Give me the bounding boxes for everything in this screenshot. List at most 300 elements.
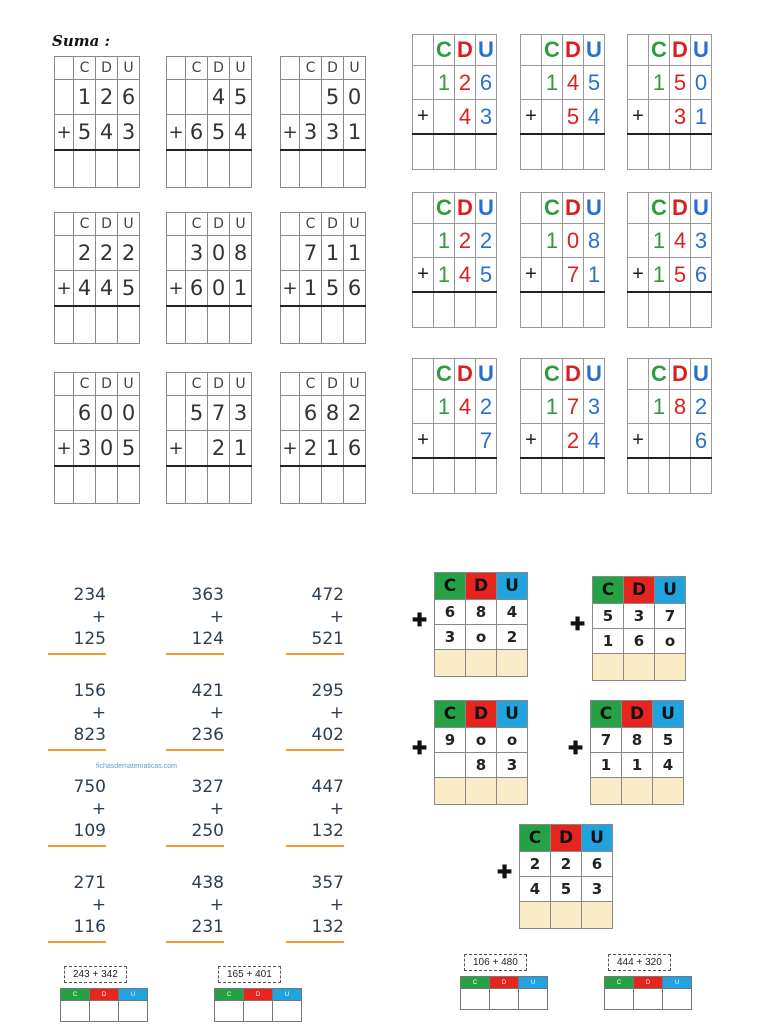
grid-header-row xyxy=(413,35,497,66)
colored-addition-grid xyxy=(520,34,605,170)
digit-cell: 0 xyxy=(563,224,584,258)
answer-cell[interactable] xyxy=(521,458,542,494)
digit-cell: 3 xyxy=(624,604,655,629)
answer-cell[interactable] xyxy=(300,466,322,504)
answer-cell[interactable] xyxy=(281,150,300,188)
second-addend: + 402 xyxy=(311,703,344,745)
digit-cell: 2 xyxy=(74,236,96,271)
answer-cell[interactable] xyxy=(593,654,624,681)
answer-cell[interactable] xyxy=(691,458,712,494)
grid-header-row xyxy=(520,825,613,852)
digit-cell: 0 xyxy=(208,236,230,271)
answer-cell[interactable] xyxy=(300,306,322,344)
answer-cell[interactable] xyxy=(413,134,434,170)
answer-cell[interactable] xyxy=(244,1001,273,1022)
column-header-u: U xyxy=(476,193,497,224)
answer-cell[interactable] xyxy=(96,306,118,344)
answer-cell[interactable] xyxy=(167,150,186,188)
suma-title: Suma : xyxy=(52,32,111,50)
digit-cell: 2 xyxy=(551,852,582,877)
digit-cell: 7 xyxy=(476,424,497,459)
answer-cell[interactable] xyxy=(281,306,300,344)
digit-cell xyxy=(542,424,563,459)
column-header-c: C xyxy=(461,977,490,989)
result-row xyxy=(55,466,140,504)
column-header-d: D xyxy=(90,989,119,1001)
underline xyxy=(48,749,106,751)
answer-cell[interactable] xyxy=(55,150,74,188)
column-header-c: C xyxy=(542,359,563,390)
answer-cell[interactable] xyxy=(300,150,322,188)
second-addend: + 116 xyxy=(73,895,106,937)
column-header-u: U xyxy=(653,701,684,728)
answer-cell[interactable] xyxy=(186,466,208,504)
digit-cell: 6 xyxy=(186,271,208,307)
empty-cell xyxy=(413,224,434,258)
empty-cell xyxy=(281,373,300,396)
plus-sign: + xyxy=(413,258,434,293)
answer-cell[interactable] xyxy=(584,292,605,328)
answer-cell[interactable] xyxy=(461,989,490,1010)
answer-cell[interactable] xyxy=(413,458,434,494)
answer-cell[interactable] xyxy=(691,134,712,170)
digit-cell xyxy=(542,100,563,135)
digit-cell: 8 xyxy=(622,728,653,753)
column-header: D xyxy=(96,57,118,80)
answer-cell[interactable] xyxy=(466,650,497,677)
empty-cell xyxy=(55,57,74,80)
empty-cell xyxy=(628,359,649,390)
column-header: C xyxy=(74,57,96,80)
answer-cell[interactable] xyxy=(96,466,118,504)
underline xyxy=(48,845,106,847)
answer-cell[interactable] xyxy=(521,292,542,328)
underline xyxy=(48,941,106,943)
column-header-d: D xyxy=(466,701,497,728)
answer-cell[interactable] xyxy=(691,292,712,328)
answer-cell[interactable] xyxy=(649,458,670,494)
result-row xyxy=(435,650,528,677)
answer-cell[interactable] xyxy=(61,1001,90,1022)
answer-cell[interactable] xyxy=(591,778,622,805)
first-addend-row xyxy=(435,600,528,625)
column-header-d: D xyxy=(490,977,519,989)
column-header-c: C xyxy=(434,35,455,66)
answer-cell[interactable] xyxy=(118,150,140,188)
column-header-u: U xyxy=(691,359,712,390)
empty-cell xyxy=(413,390,434,424)
answer-cell[interactable] xyxy=(455,134,476,170)
first-addend: 447 xyxy=(311,777,344,797)
plus-sign: + xyxy=(521,100,542,135)
second-addend-row xyxy=(55,431,140,467)
digit-cell: 2 xyxy=(691,390,712,424)
digit-cell: 1 xyxy=(74,80,96,115)
digit-cell: 1 xyxy=(542,224,563,258)
grid-header-row xyxy=(55,213,140,236)
answer-cell[interactable] xyxy=(551,902,582,929)
digit-cell: 3 xyxy=(584,390,605,424)
stacked-addition xyxy=(292,584,344,655)
digit-cell: 5 xyxy=(74,115,96,151)
second-addend-row xyxy=(435,625,528,650)
digit-cell: 7 xyxy=(655,604,686,629)
plus-sign: + xyxy=(167,431,186,467)
column-header-d: D xyxy=(670,193,691,224)
empty-cell xyxy=(521,224,542,258)
underline xyxy=(166,845,224,847)
column-header-d: D xyxy=(551,825,582,852)
empty-cell xyxy=(281,80,300,115)
digit-cell: 3 xyxy=(435,625,466,650)
column-header-d: D xyxy=(466,573,497,600)
grid-header-row xyxy=(281,213,366,236)
answer-cell[interactable] xyxy=(435,778,466,805)
digit-cell: 2 xyxy=(208,431,230,467)
answer-cell[interactable] xyxy=(476,458,497,494)
empty-cell xyxy=(55,80,74,115)
answer-cell[interactable] xyxy=(670,458,691,494)
underline xyxy=(286,941,344,943)
column-header-c: C xyxy=(215,989,244,1001)
digit-cell xyxy=(186,80,208,115)
digit-cell: 1 xyxy=(344,115,366,151)
second-addend-row xyxy=(167,115,252,151)
handwritten-addition-grid xyxy=(166,212,252,344)
digit-cell: 3 xyxy=(118,115,140,151)
plus-sign: + xyxy=(281,271,300,307)
digit-cell xyxy=(186,431,208,467)
digit-cell: 1 xyxy=(434,390,455,424)
answer-cell[interactable] xyxy=(670,134,691,170)
answer-cell[interactable] xyxy=(230,306,252,344)
answer-cell[interactable] xyxy=(497,650,528,677)
digit-cell: 1 xyxy=(230,271,252,307)
digit-cell: 8 xyxy=(466,753,497,778)
answer-cell[interactable] xyxy=(281,466,300,504)
digit-cell: 7 xyxy=(591,728,622,753)
first-addend-row xyxy=(281,236,366,271)
column-header: U xyxy=(230,373,252,396)
column-header: U xyxy=(118,373,140,396)
digit-cell: 7 xyxy=(563,390,584,424)
colored-addition-grid xyxy=(627,192,712,328)
digit-cell: 8 xyxy=(466,600,497,625)
grid-header-row xyxy=(628,35,712,66)
column-header-u: U xyxy=(584,193,605,224)
answer-cell[interactable] xyxy=(119,1001,148,1022)
answer-cell[interactable] xyxy=(628,458,649,494)
plus-sign: + xyxy=(281,431,300,467)
answer-cell[interactable] xyxy=(455,292,476,328)
column-header-d: D xyxy=(670,35,691,66)
answer-cell[interactable] xyxy=(519,989,548,1010)
answer-cell[interactable] xyxy=(322,466,344,504)
header-box-addition xyxy=(590,700,684,805)
empty-cell xyxy=(55,236,74,271)
mini-cdu-grid xyxy=(60,988,148,1022)
result-row xyxy=(167,150,252,188)
digit-cell: 4 xyxy=(230,115,252,151)
column-header: U xyxy=(344,57,366,80)
answer-cell[interactable] xyxy=(118,466,140,504)
grid-header-row xyxy=(215,989,302,1001)
digit-cell: 2 xyxy=(455,66,476,100)
answer-cell[interactable] xyxy=(542,458,563,494)
digit-cell: 8 xyxy=(322,396,344,431)
column-header-c: C xyxy=(520,825,551,852)
handwritten-addition-grid xyxy=(280,372,366,504)
stacked-addition xyxy=(172,872,224,943)
handwritten-addition-grid xyxy=(166,372,252,504)
answer-cell[interactable] xyxy=(490,989,519,1010)
answer-cell[interactable] xyxy=(476,134,497,170)
digit-cell: 3 xyxy=(186,236,208,271)
answer-cell[interactable] xyxy=(521,134,542,170)
first-addend: 421 xyxy=(191,681,224,701)
digit-cell: 6 xyxy=(476,66,497,100)
underline xyxy=(166,941,224,943)
digit-cell xyxy=(300,80,322,115)
digit-cell: 3 xyxy=(670,100,691,135)
answer-cell[interactable] xyxy=(74,306,96,344)
answer-cell[interactable] xyxy=(167,306,186,344)
answer-cell[interactable] xyxy=(663,989,692,1010)
answer-cell[interactable] xyxy=(628,134,649,170)
empty-cell xyxy=(281,396,300,431)
answer-cell[interactable] xyxy=(653,778,684,805)
column-header-u: U xyxy=(584,359,605,390)
digit-cell: 1 xyxy=(542,390,563,424)
answer-cell[interactable] xyxy=(230,150,252,188)
answer-cell[interactable] xyxy=(434,292,455,328)
digit-cell: 1 xyxy=(691,100,712,135)
column-header-u: U xyxy=(497,701,528,728)
second-addend-row xyxy=(167,431,252,467)
answer-cell[interactable] xyxy=(344,150,366,188)
answer-cell[interactable] xyxy=(322,306,344,344)
mini-cdu-grid xyxy=(460,976,548,1010)
column-header-u: U xyxy=(119,989,148,1001)
digit-cell: 5 xyxy=(322,80,344,115)
handwritten-addition-grid xyxy=(166,56,252,188)
result-row xyxy=(593,654,686,681)
second-addend-row xyxy=(591,753,684,778)
digit-cell: 2 xyxy=(300,431,322,467)
answer-cell[interactable] xyxy=(584,458,605,494)
answer-cell[interactable] xyxy=(55,466,74,504)
first-addend-row xyxy=(628,66,712,100)
first-addend-row xyxy=(521,224,605,258)
column-header: D xyxy=(208,373,230,396)
column-header: C xyxy=(186,373,208,396)
answer-cell[interactable] xyxy=(230,466,252,504)
answer-cell[interactable] xyxy=(582,902,613,929)
answer-cell[interactable] xyxy=(655,654,686,681)
column-header-c: C xyxy=(605,977,634,989)
second-addend-row xyxy=(281,431,366,467)
answer-cell[interactable] xyxy=(628,292,649,328)
answer-cell[interactable] xyxy=(208,306,230,344)
empty-cell xyxy=(521,66,542,100)
answer-cell[interactable] xyxy=(344,306,366,344)
first-addend-row xyxy=(55,396,140,431)
digit-cell: 4 xyxy=(584,100,605,135)
first-addend: 271 xyxy=(73,873,106,893)
answer-cell[interactable] xyxy=(118,306,140,344)
digit-cell: 5 xyxy=(476,258,497,293)
digit-cell: 4 xyxy=(563,66,584,100)
answer-cell[interactable] xyxy=(434,134,455,170)
first-addend: 327 xyxy=(191,777,224,797)
column-header-c: C xyxy=(435,573,466,600)
result-row xyxy=(628,292,712,328)
answer-cell[interactable] xyxy=(605,989,634,1010)
stacked-addition xyxy=(54,584,106,655)
answer-cell[interactable] xyxy=(542,292,563,328)
plus-sign: + xyxy=(167,115,186,151)
second-addend-row xyxy=(413,258,497,293)
answer-cell[interactable] xyxy=(167,466,186,504)
result-row xyxy=(281,150,366,188)
answer-cell[interactable] xyxy=(563,292,584,328)
column-header-c: C xyxy=(649,35,670,66)
digit-cell: 5 xyxy=(593,604,624,629)
answer-cell[interactable] xyxy=(55,306,74,344)
answer-cell[interactable] xyxy=(563,134,584,170)
answer-cell[interactable] xyxy=(322,150,344,188)
answer-cell[interactable] xyxy=(584,134,605,170)
answer-cell[interactable] xyxy=(435,650,466,677)
result-row xyxy=(55,150,140,188)
answer-cell[interactable] xyxy=(634,989,663,1010)
second-addend-row xyxy=(593,629,686,654)
empty-cell xyxy=(413,66,434,100)
answer-cell[interactable] xyxy=(208,150,230,188)
column-header-c: C xyxy=(434,359,455,390)
answer-cell[interactable] xyxy=(476,292,497,328)
answer-cell[interactable] xyxy=(649,292,670,328)
first-addend-row xyxy=(435,728,528,753)
answer-cell[interactable] xyxy=(186,150,208,188)
first-addend-row xyxy=(628,224,712,258)
digit-cell: 0 xyxy=(208,271,230,307)
answer-cell[interactable] xyxy=(622,778,653,805)
plus-sign: + xyxy=(521,258,542,293)
column-header: U xyxy=(118,57,140,80)
empty-cell xyxy=(281,236,300,271)
result-row xyxy=(281,466,366,504)
answer-cell[interactable] xyxy=(466,778,497,805)
plus-sign: + xyxy=(55,431,74,467)
digit-cell: 4 xyxy=(520,877,551,902)
answer-cell[interactable] xyxy=(74,466,96,504)
digit-cell: 1 xyxy=(322,431,344,467)
digit-cell: 8 xyxy=(230,236,252,271)
answer-cell[interactable] xyxy=(434,458,455,494)
answer-cell[interactable] xyxy=(455,458,476,494)
column-header-d: D xyxy=(563,193,584,224)
digit-cell: 4 xyxy=(96,115,118,151)
digit-cell: 1 xyxy=(542,66,563,100)
answer-cell[interactable] xyxy=(413,292,434,328)
first-addend-row xyxy=(281,396,366,431)
grid-header-row xyxy=(435,573,528,600)
answer-cell[interactable] xyxy=(96,150,118,188)
answer-cell[interactable] xyxy=(497,778,528,805)
column-header: D xyxy=(208,213,230,236)
column-header-c: C xyxy=(591,701,622,728)
answer-cell[interactable] xyxy=(542,134,563,170)
stacked-addition xyxy=(292,680,344,751)
column-header: U xyxy=(230,57,252,80)
grid-header-row xyxy=(61,989,148,1001)
first-addend-row xyxy=(55,80,140,115)
underline xyxy=(286,653,344,655)
digit-cell: o xyxy=(466,728,497,753)
answer-cell[interactable] xyxy=(624,654,655,681)
digit-cell: 6 xyxy=(74,396,96,431)
empty-cell xyxy=(413,35,434,66)
digit-cell: 3 xyxy=(582,877,613,902)
second-addend-row xyxy=(281,115,366,151)
answer-row xyxy=(215,1001,302,1022)
grid-header-row xyxy=(435,701,528,728)
digit-cell xyxy=(649,100,670,135)
answer-cell[interactable] xyxy=(208,466,230,504)
empty-cell xyxy=(628,35,649,66)
answer-cell[interactable] xyxy=(215,1001,244,1022)
first-addend-row xyxy=(593,604,686,629)
column-header: D xyxy=(322,57,344,80)
colored-addition-grid xyxy=(627,34,712,170)
result-row xyxy=(628,458,712,494)
digit-cell: 2 xyxy=(563,424,584,459)
column-header: C xyxy=(300,57,322,80)
digit-cell: 4 xyxy=(497,600,528,625)
answer-cell[interactable] xyxy=(273,1001,302,1022)
answer-cell[interactable] xyxy=(74,150,96,188)
answer-cell[interactable] xyxy=(344,466,366,504)
column-header: C xyxy=(186,57,208,80)
answer-cell[interactable] xyxy=(520,902,551,929)
empty-cell xyxy=(167,80,186,115)
digit-cell: 3 xyxy=(322,115,344,151)
digit-cell: 2 xyxy=(455,224,476,258)
answer-cell[interactable] xyxy=(90,1001,119,1022)
plus-sign: + xyxy=(55,271,74,307)
empty-cell xyxy=(521,359,542,390)
digit-cell: 7 xyxy=(563,258,584,293)
grid-header-row xyxy=(167,213,252,236)
answer-cell[interactable] xyxy=(186,306,208,344)
empty-cell xyxy=(55,396,74,431)
empty-cell xyxy=(167,396,186,431)
second-addend: + 124 xyxy=(191,607,224,649)
digit-cell: 7 xyxy=(208,396,230,431)
answer-cell[interactable] xyxy=(649,134,670,170)
answer-cell[interactable] xyxy=(670,292,691,328)
digit-cell: 3 xyxy=(691,224,712,258)
second-addend-row xyxy=(55,271,140,307)
column-header: U xyxy=(118,213,140,236)
digit-cell: 1 xyxy=(300,271,322,307)
colored-addition-grid xyxy=(412,34,497,170)
answer-cell[interactable] xyxy=(563,458,584,494)
second-addend: + 132 xyxy=(311,895,344,937)
grid-header-row xyxy=(413,193,497,224)
result-row xyxy=(413,292,497,328)
